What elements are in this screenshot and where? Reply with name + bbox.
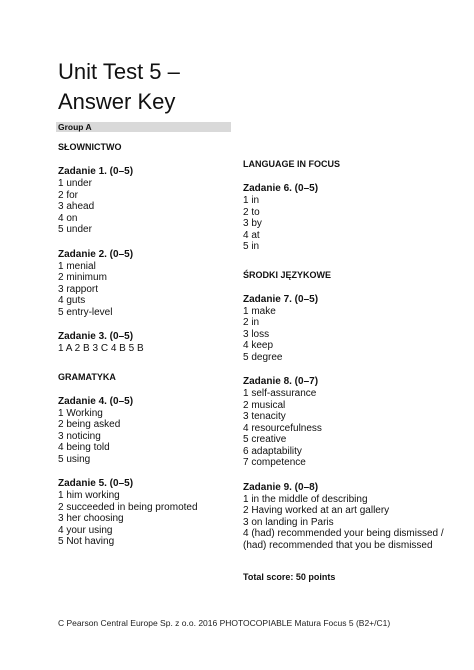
left-column xyxy=(58,141,238,548)
task-6 xyxy=(243,182,458,253)
task-7 xyxy=(243,293,458,364)
answer-item: 3 her choosing xyxy=(58,513,124,524)
task-title: Zadanie 3. (0–5) xyxy=(58,331,134,342)
answer-item: 1 under xyxy=(58,178,92,189)
answer-item: 5 creative xyxy=(243,434,287,445)
answer-item: 3 rapport xyxy=(58,283,99,295)
answer-item: 4 (had) recommended your being dismissed / (had) recommended that you be dismissed xyxy=(243,528,444,551)
right-column xyxy=(243,158,458,583)
answer-item: 1 him working xyxy=(58,490,120,501)
answer-item: 6 adaptability xyxy=(243,445,302,457)
answer-item: 1 menial xyxy=(58,260,96,272)
answer-item: 4 guts xyxy=(58,295,86,306)
section-heading-srodki-jezykowe xyxy=(243,269,458,281)
answer-item: 3 ahead xyxy=(58,201,95,212)
answer-item: 2 musical xyxy=(243,399,286,411)
answer-item: 5 degree xyxy=(243,351,283,363)
group-header-bar xyxy=(56,122,231,132)
answer-item: 5 Not having xyxy=(58,536,115,547)
task-title: Zadanie 2. (0–5) xyxy=(58,248,134,260)
answer-item: 2 Having worked at an art gallery xyxy=(243,505,390,516)
section-heading-text: GRAMATYKA xyxy=(58,371,116,382)
answer-item: 2 in xyxy=(243,317,260,328)
answer-item: 3 noticing xyxy=(58,430,101,442)
task-title: Zadanie 6. (0–5) xyxy=(243,183,319,194)
answer-item: 1 make xyxy=(243,305,276,317)
task-3 xyxy=(58,330,238,355)
answer-item: 4 being told xyxy=(58,442,110,453)
answer-item: 1 A 2 B 3 C 4 B 5 B xyxy=(58,343,144,354)
section-heading-text: ŚRODKI JĘZYKOWE xyxy=(243,269,332,280)
answer-item: 3 by xyxy=(243,218,262,229)
answer-item: 4 on xyxy=(58,212,78,224)
task-2 xyxy=(58,248,238,319)
answer-item: 7 competence xyxy=(243,457,306,468)
answer-item: 5 using xyxy=(58,453,91,465)
answer-item: 2 for xyxy=(58,189,79,201)
task-title: Zadanie 7. (0–5) xyxy=(243,293,319,305)
task-title: Zadanie 9. (0–8) xyxy=(243,481,319,493)
section-heading-language-in-focus: LANGUAGE IN FOCUS xyxy=(243,159,341,169)
task-4 xyxy=(58,395,238,466)
section-heading-slownictwo: SŁOWNICTWO xyxy=(58,142,122,152)
page-title-line2: Answer Key xyxy=(58,89,176,114)
task-1 xyxy=(58,165,238,236)
answer-item: 1 in xyxy=(243,195,260,206)
answer-item: 1 Working xyxy=(58,407,103,419)
answer-item: 2 minimum xyxy=(58,272,107,283)
task-9 xyxy=(243,481,458,552)
answer-item: 1 in the middle of describing xyxy=(243,493,368,505)
answer-item: 4 resourcefulness xyxy=(243,422,322,434)
answer-item: 5 in xyxy=(243,241,260,252)
task-title: Zadanie 5. (0–5) xyxy=(58,478,134,489)
answer-item: 5 under xyxy=(58,224,92,235)
answer-item: 4 keep xyxy=(243,340,274,351)
task-title: Zadanie 8. (0–7) xyxy=(243,376,319,387)
page-title-line1: Unit Test 5 – xyxy=(58,59,180,84)
total-score: Total score: 50 points xyxy=(243,572,336,582)
answer-item: 1 self-assurance xyxy=(243,388,317,399)
task-title: Zadanie 4. (0–5) xyxy=(58,395,134,407)
answer-item: 4 at xyxy=(243,229,260,241)
answer-item: 4 your using xyxy=(58,524,113,536)
answer-item: 2 being asked xyxy=(58,419,121,430)
group-label: Group A xyxy=(58,122,92,132)
answer-item: 3 loss xyxy=(243,328,270,340)
task-5 xyxy=(58,477,238,548)
answer-item: 2 to xyxy=(243,206,260,218)
section-heading-gramatyka xyxy=(58,371,238,383)
answer-item: 3 tenacity xyxy=(243,411,286,422)
answer-item: 5 entry-level xyxy=(58,306,113,318)
task-title: Zadanie 1. (0–5) xyxy=(58,166,134,177)
answer-item: 2 succeeded in being promoted xyxy=(58,501,198,513)
answer-item: 3 on landing in Paris xyxy=(243,516,334,528)
footer-copyright: C Pearson Central Europe Sp. z o.o. 2016 PHOTOCOPIABLE Matura Focus 5 (B2+/C1) xyxy=(58,618,391,628)
task-8 xyxy=(243,375,458,469)
